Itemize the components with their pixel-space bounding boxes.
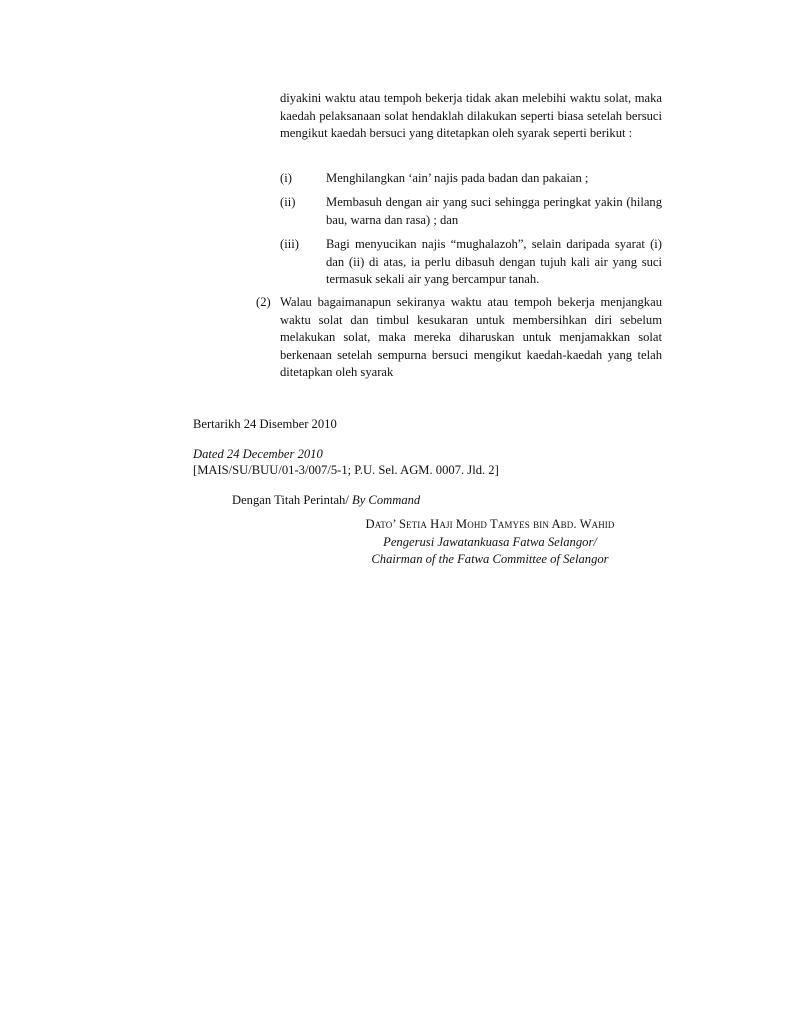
reference-number: [MAIS/SU/BUU/01-3/007/5-1; P.U. Sel. AGM. 0007. Jld. 2] xyxy=(193,463,499,477)
sub-item-text: Membasuh dengan air yang suci sehingga peringkat yakin (hilang bau, warna dan rasa) ; dan xyxy=(326,195,662,227)
signer-role-malay: Pengerusi Jawatankuasa Fatwa Selangor/ xyxy=(383,534,597,549)
sub-item-number: (i) xyxy=(280,171,292,185)
signer-role-english: Chairman of the Fatwa Committee of Selangor xyxy=(371,552,609,567)
sub-item-text: Menghilangkan ‘ain’ najis pada badan dan pakaian ; xyxy=(326,171,589,185)
signature-block xyxy=(340,516,640,569)
date-malay: Bertarikh 24 Disember 2010 xyxy=(193,417,337,431)
intro-paragraph: diyakini waktu atau tempoh bekerja tidak akan melebihi waktu solat, maka kaedah pelaksanaan solat hendaklah dilakukan seperti biasa setelah bersuci mengikut kaedah bersuci yang ditetapkan oleh syarak seperti berikut : xyxy=(280,91,662,141)
date-english: Dated 24 December 2010 xyxy=(193,447,323,461)
sub-item-number: (iii) xyxy=(280,237,299,251)
command-malay: Dengan Titah Perintah/ xyxy=(232,493,352,507)
command-english: By Command xyxy=(352,493,421,507)
item-number: (2) xyxy=(256,295,271,309)
sub-item-number: (ii) xyxy=(280,195,296,209)
sub-item-text: Bagi menyucikan najis “mughalazoh”, selain daripada syarat (i) dan (ii) di atas, ia perlu dibasuh dengan tujuh kali air yang suci termasuk sekali air yang bercampur tanah. xyxy=(326,237,662,287)
by-command-line xyxy=(232,492,420,510)
signer-name: Dato’ Setia Haji Mohd Tamyes bin Abd. Wahid xyxy=(365,517,615,531)
item-text: Walau bagaimanapun sekiranya waktu atau tempoh bekerja menjangkau waktu solat dan timbul kesukaran untuk membersihkan diri sebelum melakukan solat, maka mereka diharuskan untuk menjamakkan solat berkenaan setelah sempurna bersuci mengikut kaedah-kaedah yang telah ditetapkan oleh syarak xyxy=(280,295,662,380)
